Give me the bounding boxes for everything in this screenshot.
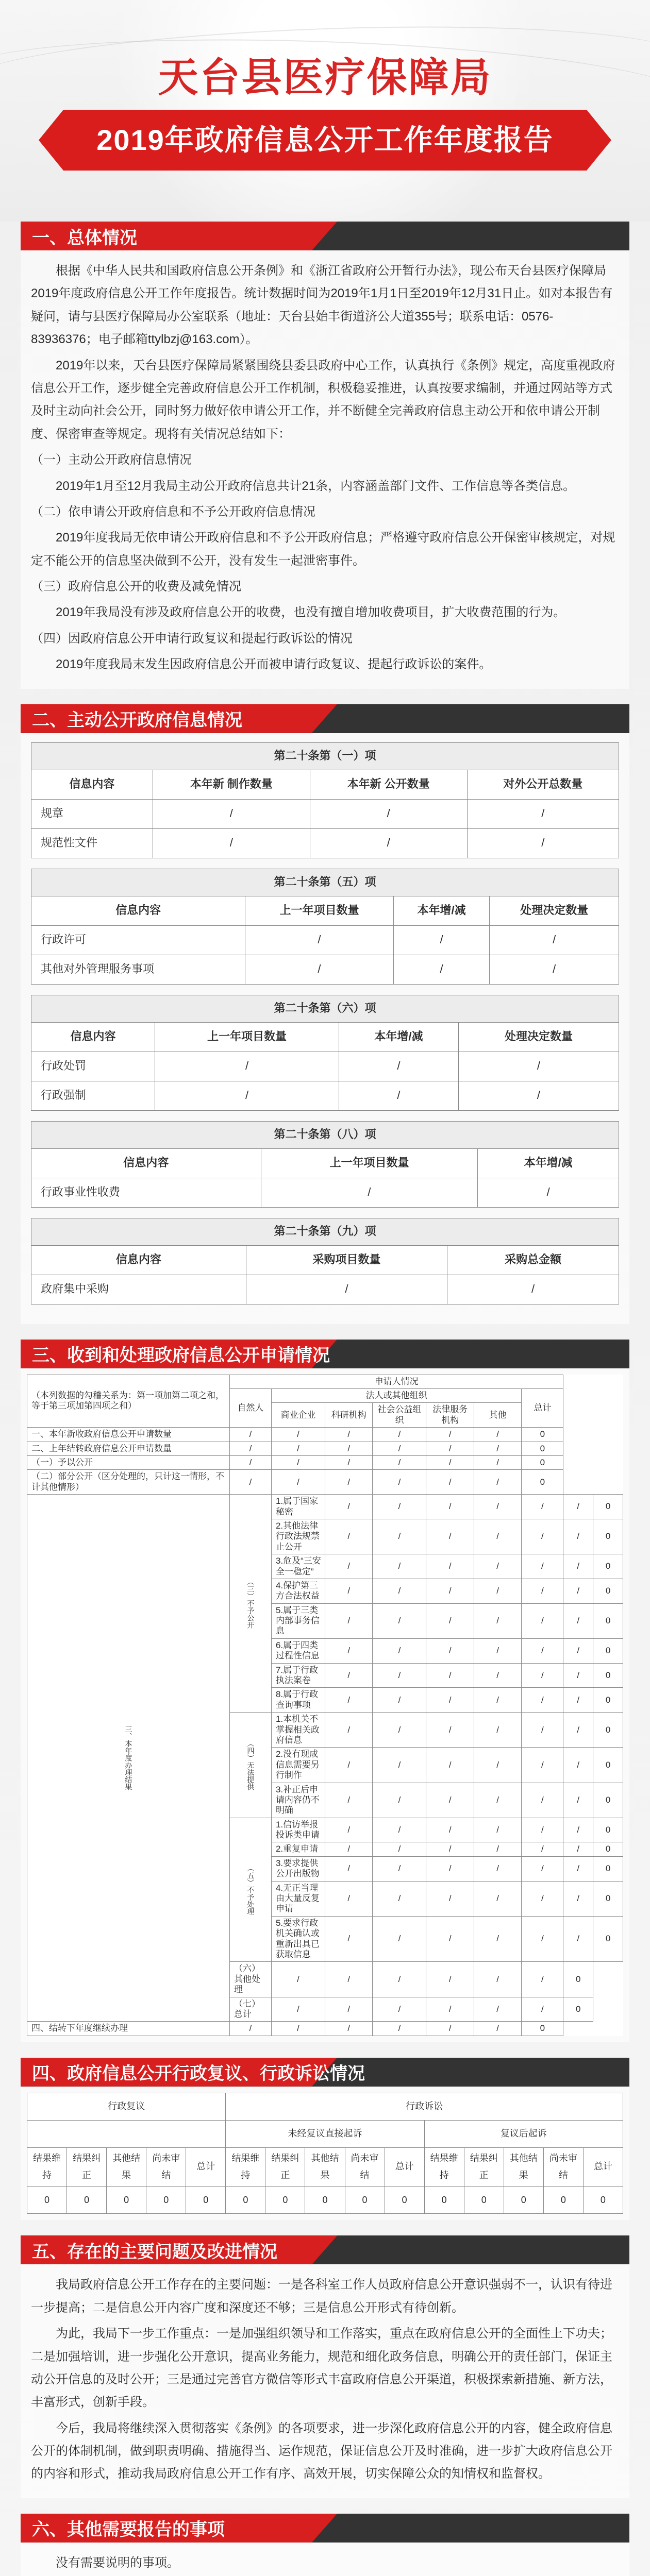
request-row-label: 4.无正当理由大量反复申请 xyxy=(271,1881,325,1916)
request-row-value: / xyxy=(373,1856,426,1881)
review-header-cell: 尚未审结 xyxy=(146,2147,186,2187)
review-value-cell: 0 xyxy=(385,2187,424,2214)
request-row-value: / xyxy=(426,1638,474,1663)
request-row-value: / xyxy=(563,1842,593,1856)
request-row-value: 0 xyxy=(593,1842,623,1856)
review-table: 行政复议 行政诉讼 未经复议直接起诉 复议后起诉 结果维持 结果纠正 其他结果 尚未审结 总计 结果维持 结果纠正 其他结果 尚未审结 总计 结果维持 结果纠正 其他结果 尚未审结 总计 0 0 0 0 0 0 0 0 0 0 0 0 0 0 0 xyxy=(27,2093,623,2214)
review-value-cell: 0 xyxy=(226,2187,265,2214)
review-header-cell: 总计 xyxy=(385,2147,424,2187)
overview-subheading-1: （一）主动公开政府信息情况 xyxy=(31,453,192,467)
overview-subheading-3: （三）政府信息公开的收费及减免情况 xyxy=(31,580,241,594)
request-row-value: / xyxy=(230,1442,272,1455)
request-row-value: / xyxy=(563,1519,593,1554)
request-row-value: / xyxy=(426,1428,474,1442)
request-row-value: / xyxy=(373,1603,426,1638)
request-row-value: / xyxy=(426,1783,474,1818)
request-row-value: / xyxy=(325,1856,372,1881)
request-row-value: / xyxy=(426,1962,474,1997)
other-heading: 六、其他需要报告的事项 xyxy=(21,2514,629,2543)
request-row-value: / xyxy=(373,1962,426,1997)
request-row-value: / xyxy=(230,1455,272,1469)
request-row xyxy=(27,1442,623,1455)
request-row-value: / xyxy=(563,1916,593,1962)
review-value-cell: 0 xyxy=(265,2187,305,2214)
request-row-value: / xyxy=(373,1818,426,1842)
request-row-value: 0 xyxy=(593,1663,623,1688)
request-row-value: / xyxy=(474,1842,521,1856)
request-row-value: / xyxy=(373,1442,426,1455)
request-row-value: 0 xyxy=(593,1495,623,1519)
request-row-value: / xyxy=(271,1442,325,1455)
request-row-value: / xyxy=(474,1579,521,1603)
review-value-cell: 0 xyxy=(424,2187,464,2214)
active-disclosure-heading: 二、主动公开政府信息情况 xyxy=(21,704,629,733)
request-row-value: / xyxy=(325,1997,372,2022)
request-row-value: / xyxy=(522,1713,563,1748)
request-row-value: / xyxy=(522,1579,563,1603)
request-row-value: / xyxy=(522,1748,563,1783)
review-header-cell: 结果纠正 xyxy=(265,2147,305,2187)
review-value-cell: 0 xyxy=(146,2187,186,2214)
request-row-label: 1.属于国家秘密 xyxy=(271,1495,325,1519)
request-row-label: 3.要求提供公开出版物 xyxy=(271,1856,325,1881)
request-row-value: / xyxy=(426,1818,474,1842)
request-row-label: （二）部分公开（区分处理的，只计这一情形，不计其他情形） xyxy=(27,1470,230,1495)
request-row-label: 6.属于四类过程性信息 xyxy=(271,1638,325,1663)
request-row-label: 一、本年新收政府信息公开申请数量 xyxy=(27,1428,230,1442)
review-header-cell: 其他结果 xyxy=(305,2147,345,2187)
request-row-value: / xyxy=(325,1881,372,1916)
review-value-cell: 0 xyxy=(186,2187,226,2214)
request-row-label: 5.属于三类内部事务信息 xyxy=(271,1603,325,1638)
request-row-value: 0 xyxy=(593,1748,623,1783)
request-row xyxy=(27,1470,623,1495)
request-row-value: / xyxy=(325,1455,372,1469)
request-row-value: / xyxy=(474,1663,521,1688)
request-row-value: / xyxy=(426,1663,474,1688)
review-value-cell: 0 xyxy=(543,2187,583,2214)
request-row-label: 2.重复申请 xyxy=(271,1842,325,1856)
other-section xyxy=(21,2514,629,2576)
request-row-value: / xyxy=(522,1997,563,2022)
request-row-value: / xyxy=(373,1748,426,1783)
request-row xyxy=(27,2022,623,2036)
request-row-value: / xyxy=(426,1997,474,2022)
request-row-value: / xyxy=(325,1442,372,1455)
request-row-value: / xyxy=(522,1663,563,1688)
request-row-value: / xyxy=(426,1881,474,1916)
request-row-value: / xyxy=(522,1519,563,1554)
request-row-value: / xyxy=(474,1916,521,1962)
request-row-label: 3.危及“三安全一稳定” xyxy=(271,1554,325,1579)
review-value-cell: 0 xyxy=(107,2187,146,2214)
review-value-cell: 0 xyxy=(345,2187,385,2214)
review-header-cell: 总计 xyxy=(583,2147,623,2187)
request-row-value: / xyxy=(271,1455,325,1469)
review-header-cell: 其他结果 xyxy=(107,2147,146,2187)
request-row-value: / xyxy=(325,1688,372,1713)
issues-paragraph-3: 今后，我局将继续深入贯彻落实《条例》的各项要求，进一步深化政府信息公开的内容，健全政府信息公开的体制机制，做到职责明确、措施得当、运作规范，保证信息公开及时准确，进一步扩大政府信息公开的内容和形式，推动我局政府信息公开工作有序、高效开展，切实保障公众的知情权和监督权。 xyxy=(31,2421,612,2481)
request-row-value: / xyxy=(325,1783,372,1818)
request-row-value: 0 xyxy=(593,1603,623,1638)
request-row-value: / xyxy=(373,1579,426,1603)
review-header-cell: 结果维持 xyxy=(27,2147,67,2187)
review-value-cell: 0 xyxy=(583,2187,623,2214)
request-row-value: / xyxy=(474,1783,521,1818)
request-row-value: / xyxy=(426,1554,474,1579)
request-row-value: / xyxy=(325,1519,372,1554)
review-heading: 四、政府信息公开行政复议、行政诉讼情况 xyxy=(21,2058,629,2087)
request-row-value: / xyxy=(373,1916,426,1962)
request-row-value: / xyxy=(325,1916,372,1962)
request-row-value: / xyxy=(563,1495,593,1519)
request-row-value: / xyxy=(522,1638,563,1663)
request-row-value: 0 xyxy=(593,1638,623,1663)
request-row-value: / xyxy=(325,1842,372,1856)
request-row-value: / xyxy=(474,1818,521,1842)
other-text: 没有需要说明的事项。 xyxy=(56,2555,179,2570)
request-row-value: / xyxy=(474,1638,521,1663)
request-row-value: 0 xyxy=(522,2022,563,2036)
request-row-label: （七）总计 xyxy=(230,1997,272,2022)
request-row-value: / xyxy=(426,1916,474,1962)
request-row-value: / xyxy=(426,1470,474,1495)
request-row-value: / xyxy=(563,1748,593,1783)
request-row-label: 5.要求行政机关确认或重新出具已获取信息 xyxy=(271,1916,325,1962)
request-row-value: / xyxy=(325,1748,372,1783)
request-row-value: / xyxy=(373,2022,426,2036)
request-row-value: / xyxy=(426,1748,474,1783)
request-row-label: 四、结转下年度继续办理 xyxy=(27,2022,230,2036)
overview-paragraph-6: 2019年度我局末发生因政府信息公开而被申请行政复议、提起行政诉讼的案件。 xyxy=(56,657,492,672)
request-row-value: / xyxy=(522,1783,563,1818)
request-row-value: / xyxy=(325,1470,372,1495)
request-row-value: / xyxy=(426,1856,474,1881)
request-row-value: / xyxy=(373,1495,426,1519)
review-header-cell: 其他结果 xyxy=(504,2147,543,2187)
request-row-value: / xyxy=(563,1638,593,1663)
request-row-value: / xyxy=(271,1428,325,1442)
request-row-value: / xyxy=(373,1783,426,1818)
request-row-value: / xyxy=(474,1603,521,1638)
request-row-value: / xyxy=(474,1962,521,1997)
overview-paragraph-5: 2019年我局没有涉及政府信息公开的收费，也没有擅自增加收费项目，扩大收费范围的行为。 xyxy=(56,605,566,620)
review-header-cell: 结果纠正 xyxy=(464,2147,504,2187)
request-row-value: / xyxy=(563,1881,593,1916)
review-header-cell: 总计 xyxy=(186,2147,226,2187)
request-row-value: / xyxy=(522,1916,563,1962)
review-value-cell: 0 xyxy=(305,2187,345,2214)
request-row-value: / xyxy=(522,1603,563,1638)
request-side-label-no-public: （三）不予公开 xyxy=(230,1495,272,1713)
request-row-value: / xyxy=(474,1748,521,1783)
review-header-cell: 结果纠正 xyxy=(67,2147,107,2187)
request-row-value: / xyxy=(563,1783,593,1818)
review-value-cell: 0 xyxy=(504,2187,543,2214)
overview-paragraph-1: 根据《中华人民共和国政府信息公开条例》和《浙江省政府公开暂行办法》，现公布天台县医疗保障局2019年度政府信息公开工作年度报告。统计数据时间为2019年1月1日至2019年12月31日止。如对本报告有疑问，请与县医疗保障局办公室联系（地址：天台县始丰街道济公大道355号；联系电话：0576-83936376；电子邮箱ttylbzj@163.com）。 xyxy=(31,264,613,347)
request-row-value: 0 xyxy=(593,1783,623,1818)
request-row-value: 0 xyxy=(593,1519,623,1554)
request-row-value: / xyxy=(474,1997,521,2022)
request-row-value: / xyxy=(426,1842,474,1856)
request-row-value: / xyxy=(325,1579,372,1603)
request-row-value: 0 xyxy=(593,1713,623,1748)
disclosure-table-3: 第二十条第（六）项 信息内容 上一年项目数量 本年增/减 处理决定数量 行政处罚 / / / 行政强制 / / / xyxy=(31,995,619,1111)
request-row-value: / xyxy=(563,1579,593,1603)
request-row-value: / xyxy=(325,1603,372,1638)
request-row-value: / xyxy=(373,1638,426,1663)
request-row-value: / xyxy=(474,1856,521,1881)
disclosure-table-2: 第二十条第（五）项 信息内容 上一年项目数量 本年增/减 处理决定数量 行政许可 / / / 其他对外管理服务事项 / / / xyxy=(31,869,619,985)
request-side-label-third: 三、本年度办理结果 xyxy=(27,1495,230,2022)
request-row-value: 0 xyxy=(522,1442,563,1455)
request-row-value: / xyxy=(474,1442,521,1455)
request-row-value: / xyxy=(426,1713,474,1748)
request-row xyxy=(27,1455,623,1469)
request-row-value: 0 xyxy=(522,1455,563,1469)
request-row-value: / xyxy=(474,1455,521,1469)
request-row-label: 2.其他法律行政法规禁止公开 xyxy=(271,1519,325,1554)
request-row-value: / xyxy=(373,1688,426,1713)
request-row-value: / xyxy=(373,1997,426,2022)
overview-paragraph-3: 2019年1月至12月我局主动公开政府信息共计21条，内容涵盖部门文件、工作信息等各类信息。 xyxy=(56,479,576,493)
review-value-cell: 0 xyxy=(67,2187,107,2214)
issues-paragraph-1: 我局政府信息公开工作存在的主要问题：一是各科室工作人员政府信息公开意识强弱不一，认识有待进一步提高；二是信息公开内容广度和深度还不够；三是信息公开形式有待创新。 xyxy=(31,2278,612,2315)
report-title-banner: 2019年政府信息公开工作年度报告 xyxy=(63,110,587,171)
request-row-value: / xyxy=(522,1818,563,1842)
request-row-value: / xyxy=(426,1442,474,1455)
request-row-value: / xyxy=(474,1713,521,1748)
disclosure-table-1: 第二十条第（一）项 信息内容 本年新 制作数量 本年新 公开数量 对外公开总数量 规章 / / / 规范性文件 / / / xyxy=(31,742,619,858)
request-row-value: / xyxy=(373,1663,426,1688)
overview-body xyxy=(21,250,629,689)
overview-subheading-4: （四）因政府信息公开申请行政复议和提起行政诉讼的情况 xyxy=(31,631,353,646)
issues-heading: 五、存在的主要问题及改进情况 xyxy=(21,2235,629,2264)
request-row-value: / xyxy=(373,1713,426,1748)
requests-body xyxy=(21,1368,629,2042)
request-row-value: / xyxy=(373,1470,426,1495)
request-row-value: / xyxy=(373,1842,426,1856)
request-row-value: / xyxy=(426,2022,474,2036)
request-row-value: / xyxy=(563,1818,593,1842)
request-row-value: / xyxy=(474,1470,521,1495)
review-body xyxy=(21,2087,629,2221)
request-row-value: / xyxy=(325,1818,372,1842)
request-row-value: / xyxy=(474,1519,521,1554)
active-disclosure-body xyxy=(21,733,629,1324)
request-row-label: 二、上年结转政府信息公开申请数量 xyxy=(27,1442,230,1455)
request-row-value: 0 xyxy=(522,1428,563,1442)
request-row-value: / xyxy=(474,1554,521,1579)
request-row-value: / xyxy=(373,1554,426,1579)
active-disclosure-section xyxy=(21,704,629,1324)
disclosure-table-4: 第二十条第（八）项 信息内容 上一年项目数量 本年增/减 行政事业性收费 / / xyxy=(31,1121,619,1208)
request-side-label-ignore: （五）不予处理 xyxy=(230,1818,272,1962)
overview-paragraph-2: 2019年以来，天台县医疗保障局紧紧围绕县委县政府中心工作，认真执行《条例》规定，高度重视政府信息公开工作，逐步健全完善政府信息公开工作机制，积极稳妥推进，认真按要求编制，并通过网站等方式及时主动向社会公开，同时努力做好依申请公开工作，并不断健全完善政府信息主动公开和依申请公开制度、保密审查等规定。现将有关情况总结如下： xyxy=(31,358,615,441)
request-row-value: 0 xyxy=(593,1856,623,1881)
request-row xyxy=(27,1428,623,1442)
overview-section xyxy=(21,222,629,689)
request-side-label-cannot: （四）无法提供 xyxy=(230,1713,272,1818)
request-row-value: / xyxy=(522,1881,563,1916)
request-row-value: / xyxy=(522,1842,563,1856)
request-row-label: 4.保护第三方合法权益 xyxy=(271,1579,325,1603)
request-row-value: / xyxy=(325,1495,372,1519)
request-row-value: / xyxy=(563,1688,593,1713)
request-row-value: / xyxy=(271,1997,325,2022)
request-row-value: / xyxy=(325,1638,372,1663)
request-row-value: / xyxy=(373,1455,426,1469)
request-row-value: / xyxy=(522,1962,563,1997)
request-row-value: / xyxy=(426,1455,474,1469)
requests-table: （本列数据的勾稽关系为：第一项加第二项之和，等于第三项加第四项之和） 申请人情况 自然人 法人或其他组织 总计 商业企业 科研机构 社会公益组织 法律服务机构 其他 一、本年新收政府信息公开申请数量 / / / / / / 0 二、上年结转政府信息公开申请数量 / / / / / / 0 （一）予以公开 / / / / / / 0 （二）部分公开（区分处理的，只计这一情形，不计其他情形） / / / / / / 0 三、本年度办理结果 （三）不予公开 1.属于国家秘密 / / / / / / 0 2.其他法律行政法规禁止公开 / / / / / / 0 3.危及“三安全一稳定” / / / / / / 0 4.保护第三方合法权益 / / / / / / 0 5.属于三类内部事务信息 / / / / / / 0 6.属于四类过程性信息 / / / / / / 0 7.属于行政执法案卷 / / / / / / 0 8.属于行政查询事项 / / / / / / 0 （四）无法提供 1.本机关不掌握相关政府信息 / / / / / / 0 2.没有现成信息需要另行制作 / / / / / / 0 3.补正后申请内容仍不明确 / / / / / / 0 （五）不予处理 1.信访举报投诉类申请 / / / / / / 0 2.重复申请 / / / / / / 0 3.要求提供公开出版物 / / / / / / 0 4.无正当理由大量反复申请 / / / / / / 0 5.要求行政机关确认或重新出具已获取信息 / / / / / / 0 （六）其他处理 / / / / / / 0 （七）总计 / / / / / / 0 四、结转下年度继续办理 / / / / / / 0 xyxy=(27,1375,623,2036)
issues-body xyxy=(21,2264,629,2498)
request-row-value: 0 xyxy=(593,1916,623,1962)
request-row-value: / xyxy=(325,2022,372,2036)
request-row-value: / xyxy=(563,1663,593,1688)
request-row-value: 0 xyxy=(593,1881,623,1916)
request-row-value: / xyxy=(426,1603,474,1638)
request-row-value: / xyxy=(563,1603,593,1638)
request-row-value: / xyxy=(325,1962,372,1997)
requests-heading: 三、收到和处理政府信息公开申请情况 xyxy=(21,1340,629,1368)
request-row-label: 3.补正后申请内容仍不明确 xyxy=(271,1783,325,1818)
request-row-label: 1.信访举报投诉类申请 xyxy=(271,1818,325,1842)
request-row-value: 0 xyxy=(593,1579,623,1603)
request-row-label: 7.属于行政执法案卷 xyxy=(271,1663,325,1688)
request-row-value: / xyxy=(230,2022,272,2036)
request-row-value: / xyxy=(563,1713,593,1748)
request-row-value: 0 xyxy=(563,1997,593,2022)
issues-paragraph-2: 为此，我局下一步工作重点：一是加强组织领导和工作落实，重点在政府信息公开的全面性上下功夫；二是加强培训，进一步强化公开意识，提高业务能力，规范和细化政务信息，明确公开的责任部门，保证主动公开信息的及时公开；三是通过完善官方微信等形式丰富政府信息公开渠道，积极探索新措施、新方法，丰富形式，创新手段。 xyxy=(31,2327,612,2410)
request-row-value: 0 xyxy=(522,1470,563,1495)
request-row-label: 8.属于行政查询事项 xyxy=(271,1688,325,1713)
overview-heading: 一、总体情况 xyxy=(21,222,629,250)
request-row-value: / xyxy=(522,1554,563,1579)
request-row xyxy=(27,1495,623,1519)
request-row-value: / xyxy=(325,1554,372,1579)
agency-title: 天台县医疗保障局 xyxy=(158,55,492,100)
review-value-cell: 0 xyxy=(464,2187,504,2214)
request-row-value: / xyxy=(426,1688,474,1713)
review-value-cell: 0 xyxy=(27,2187,67,2214)
overview-paragraph-4: 2019年度我局无依申请公开政府信息和不予公开政府信息；严格遵守政府信息公开保密审核规定，对规定不能公开的信息坚决做到不公开，没有发生一起泄密事件。 xyxy=(31,531,615,568)
other-body xyxy=(21,2543,629,2576)
request-row-value: / xyxy=(426,1519,474,1554)
request-row-value: / xyxy=(522,1495,563,1519)
review-header-cell: 结果维持 xyxy=(226,2147,265,2187)
request-row-value: / xyxy=(522,1688,563,1713)
review-header-cell: 尚未审结 xyxy=(345,2147,385,2187)
request-row-value: / xyxy=(563,1554,593,1579)
report-header xyxy=(0,0,650,222)
request-row-value: / xyxy=(474,1428,521,1442)
request-row-value: / xyxy=(426,1495,474,1519)
request-row-value: 0 xyxy=(593,1688,623,1713)
request-row-value: / xyxy=(230,1428,272,1442)
request-row-label: （一）予以公开 xyxy=(27,1455,230,1469)
request-row-value: / xyxy=(474,1688,521,1713)
request-row-value: / xyxy=(373,1519,426,1554)
request-row-value: / xyxy=(271,1470,325,1495)
request-row-value: 0 xyxy=(563,1962,593,1997)
request-row-value: / xyxy=(271,1962,325,1997)
request-row-value: / xyxy=(522,1856,563,1881)
request-row-value: / xyxy=(426,1579,474,1603)
review-header-cell: 尚未审结 xyxy=(543,2147,583,2187)
request-row-value: 0 xyxy=(593,1554,623,1579)
issues-section xyxy=(21,2235,629,2498)
request-row-label: 1.本机关不掌握相关政府信息 xyxy=(271,1713,325,1748)
request-row-value: / xyxy=(474,1881,521,1916)
request-row-value: / xyxy=(325,1428,372,1442)
review-section xyxy=(21,2058,629,2221)
requests-section xyxy=(21,1340,629,2042)
request-row-value: / xyxy=(373,1428,426,1442)
review-header-cell: 结果维持 xyxy=(424,2147,464,2187)
disclosure-table-5: 第二十条第（九）项 信息内容 采购项目数量 采购总金额 政府集中采购 / / xyxy=(31,1218,619,1304)
request-row-value: / xyxy=(325,1713,372,1748)
request-row-label: 2.没有现成信息需要另行制作 xyxy=(271,1748,325,1783)
request-row-value: / xyxy=(271,2022,325,2036)
request-row-label: （六）其他处理 xyxy=(230,1962,272,1997)
request-row-value: 0 xyxy=(593,1818,623,1842)
overview-subheading-2: （二）依申请公开政府信息和不予公开政府信息情况 xyxy=(31,504,315,519)
request-row-value: / xyxy=(373,1881,426,1916)
request-row-value: / xyxy=(230,1470,272,1495)
request-row-value: / xyxy=(474,1495,521,1519)
request-row-value: / xyxy=(563,1856,593,1881)
request-row-value: / xyxy=(325,1663,372,1688)
request-row-value: / xyxy=(474,2022,521,2036)
